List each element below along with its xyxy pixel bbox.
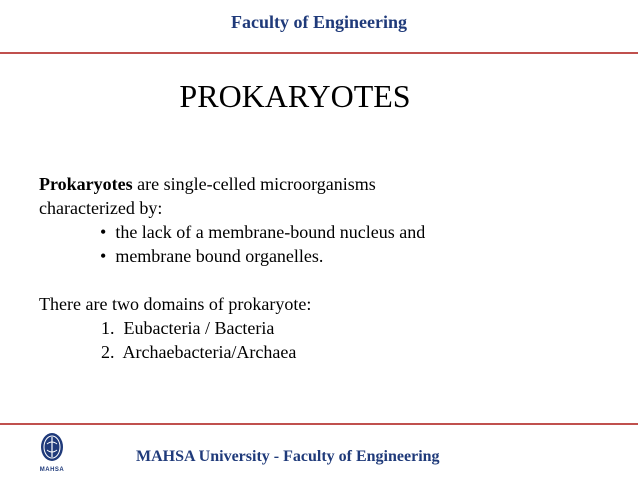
intro-line-2: characterized by: (39, 198, 163, 218)
footer-text: MAHSA University - Faculty of Engineering (136, 448, 440, 465)
logo-text: MAHSA (39, 467, 65, 473)
shield-crest-icon (36, 432, 68, 466)
intro-rest: are single-celled microorganisms (132, 174, 376, 194)
header-divider (0, 52, 638, 54)
slide-body (39, 172, 599, 364)
spacer (39, 268, 599, 292)
bullet-item: • membrane bound organelles. (100, 246, 324, 266)
mahsa-logo (36, 432, 68, 476)
slide-title: PROKARYOTES (179, 78, 411, 114)
intro-line (39, 172, 599, 196)
domains-intro: There are two domains of prokaryote: (39, 294, 312, 314)
intro-term: Prokaryotes (39, 174, 133, 194)
footer-divider (0, 423, 638, 425)
bullet-item: • the lack of a membrane-bound nucleus and (100, 222, 426, 242)
domain-item: 2. Archaebacteria/Archaea (101, 342, 297, 362)
domain-item: 1. Eubacteria / Bacteria (101, 318, 275, 338)
header-title: Faculty of Engineering (231, 12, 407, 32)
